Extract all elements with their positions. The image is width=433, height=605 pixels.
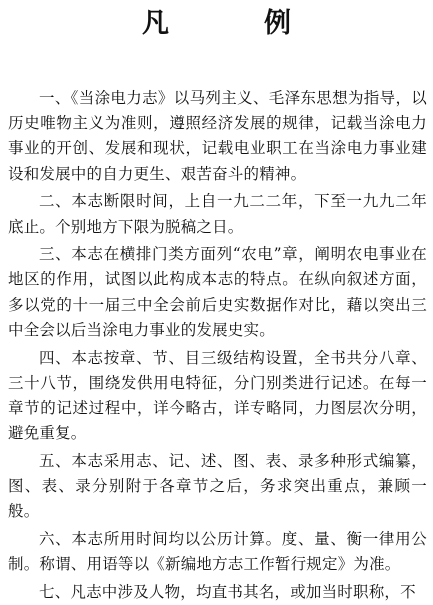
page-title: 凡 例 (142, 8, 325, 39)
paragraph-4: 四、本志按章、节、目三级结构设置，全书共分八章、三十八节，围绕发供用电特征，分门别类进行记述。在每一章节的记述过程中，详今略古，详专略同，力图层次分明，避免重复。 (8, 348, 427, 443)
paragraph-2: 二、本志断限时间，上自一九二二年，下至一九九二年底止。个别地方下限为脱稿之日。 (8, 192, 427, 236)
paragraph-3: 三、本志在横排门类方面列“农电”章，阐明农电事业在地区的作用，试图以此构成本志的特点。在纵向叙述方面，多以党的十一届三中全会前后史实数据作对比，藉以突出三中全会以后当涂电力事业的发展史实。 (8, 245, 427, 339)
document-body (8, 86, 427, 605)
paragraph-6: 六、本志所用时间均以公历计算。度、量、衡一律用公制。称谓、用语等以《新编地方志工作暂行规定》为准。 (8, 529, 427, 574)
paragraph-5: 五、本志采用志、记、述、图、表、录多种形式编纂，图、表、录分别附于各章节之后，务求突出重点，兼顾一般。 (8, 451, 427, 521)
paragraph-7: 七、凡志中涉及人物，均直书其名，或加当时职称，不 (39, 582, 416, 601)
paragraph-1: 一、《当涂电力志》以马列主义、毛泽东思想为指导，以历史唯物主义为准则，遵照经济发展的规律，记载当涂电力事业的开创、发展和现状，记载电业职工在当涂电力事业建设和发展中的自力更生、艰苦奋斗的精神。 (8, 89, 427, 183)
